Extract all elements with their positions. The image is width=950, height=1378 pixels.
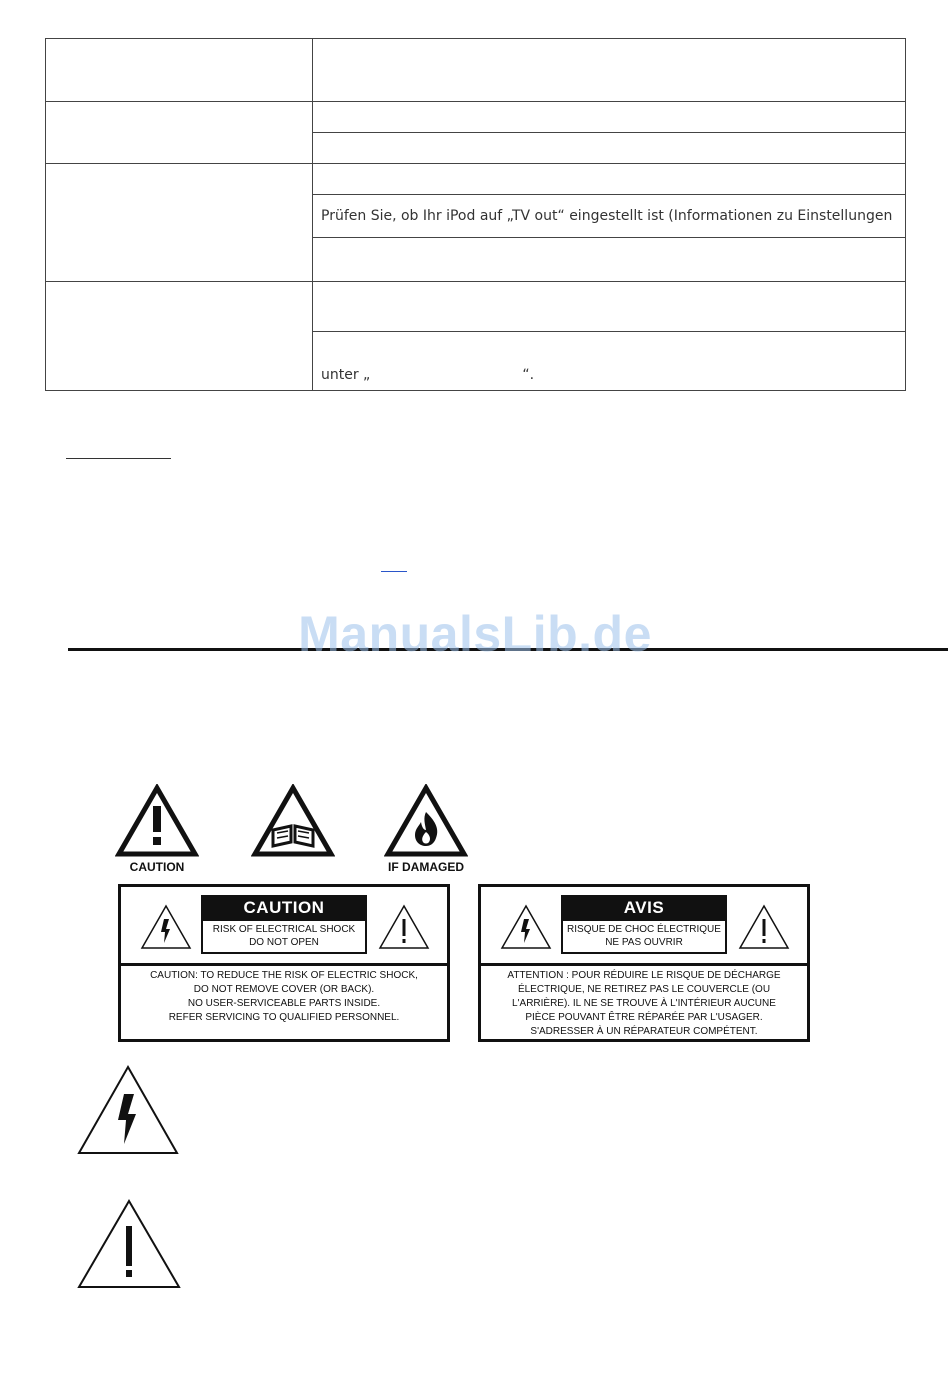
section-heading-underline [66,458,171,459]
label-body-text: CAUTION: TO REDUCE THE RISK OF ELECTRIC SHOCK, DO NOT REMOVE COVER (OR BACK). NO USER-SERVICEABLE PARTS INSIDE. REFER SERVICING TO QUALIFIED PERSONNEL. [150,970,418,1023]
table-row [46,282,906,332]
lightning-triangle-icon [139,903,193,951]
settings-reference-suffix: “. [522,367,535,383]
label-heading: CAUTION [201,895,367,921]
lightning-triangle-icon [499,903,553,951]
table-row [46,39,906,102]
solution-cell [313,164,906,195]
label-body-text: ATTENTION : POUR RÉDUIRE LE RISQUE DE DÉCHARGE ÉLECTRIQUE, NE RETIREZ PAS LE COUVERCLE (OU L'ARRIÈRE). IL NE SE TROUVE À L'INTÉRIEUR AUCUNE PIÈCE POUVANT ÊTRE RÉPARÉE PAR L'USAGER. S'ADRESSER À UN RÉPARATEUR COMPÉTENT. [507,970,781,1037]
tv-out-instruction: Prüfen Sie, ob Ihr iPod auf „TV out“ eingestellt ist (Informationen zu Einstellungen [321,208,893,224]
problem-cell [46,282,313,391]
problem-cell [46,39,313,102]
read-manual-symbol [248,784,338,858]
solution-cell [313,332,906,391]
risk-warning: RISK OF ELECTRICAL SHOCK DO NOT OPEN [201,921,367,954]
solution-cell [313,102,906,133]
caution-caption: CAUTION [129,860,185,874]
exclamation-triangle-icon [737,903,791,951]
table-row [46,102,906,133]
fire-hazard-symbol [380,784,472,874]
caution-symbol [112,784,202,874]
solution-cell [313,238,906,282]
exclamation-triangle-icon [115,784,199,858]
page-link[interactable] [381,571,407,572]
flame-icon [384,784,468,858]
solution-cell [313,39,906,102]
solution-cell [313,282,906,332]
exclamation-triangle-icon [76,1198,182,1290]
solution-cell [313,133,906,164]
troubleshooting-table [45,38,906,391]
table-row [46,164,906,195]
problem-cell [46,164,313,282]
manual-book-icon [251,784,335,858]
label-heading: AVIS [561,895,727,921]
caution-label-en [118,884,450,1042]
risk-warning: RISQUE DE CHOC ÉLECTRIQUE NE PAS OUVRIR [561,921,727,954]
watermark: ManualsLib.de [298,606,652,662]
if-damaged-caption: IF DAMAGED [388,860,464,874]
solution-cell [313,195,906,238]
settings-reference-prefix: unter „ [321,367,371,383]
problem-cell [46,102,313,164]
caution-label-fr [478,884,810,1042]
exclamation-triangle-icon [377,903,431,951]
lightning-triangle-icon [76,1064,180,1156]
